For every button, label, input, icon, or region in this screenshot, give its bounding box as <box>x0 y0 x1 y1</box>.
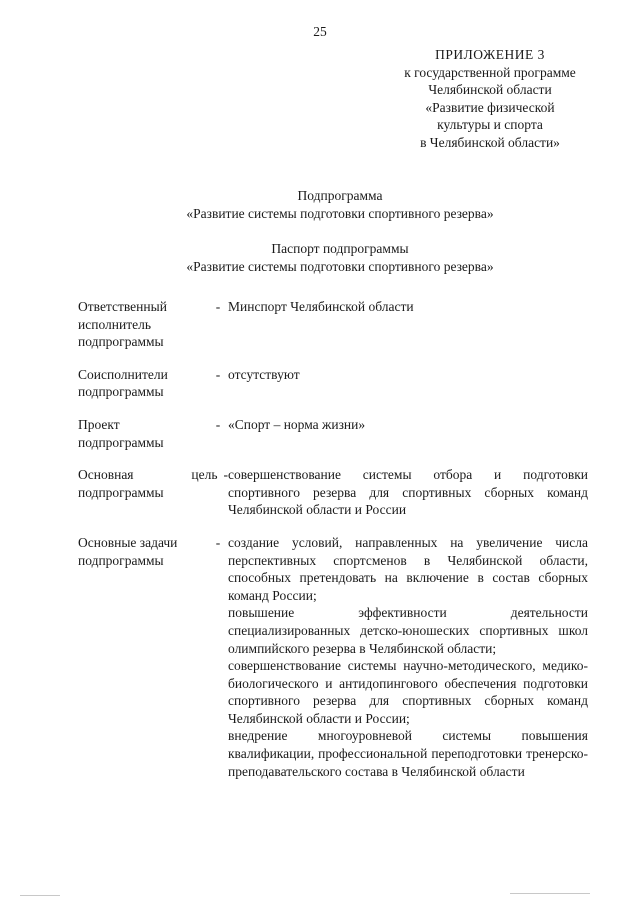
row-value-paragraph: совершенствование системы научно-методического, медико-биологического и антидопингового обеспечения подготовки спортивного резерва для спортивных сборных команд Челябинской области и России; <box>228 658 588 726</box>
row-label-line: подпрограммы <box>78 334 164 350</box>
row-label-word: Основная <box>78 467 134 483</box>
appendix-header <box>380 46 600 151</box>
passport-heading: Паспорт подпрограммы <box>271 241 409 256</box>
appendix-line: «Развитие физической <box>425 99 555 115</box>
row-label-line: Основные задачи <box>78 534 178 550</box>
row-value <box>228 298 588 351</box>
appendix-line: Челябинской области <box>428 82 552 97</box>
row-label <box>78 366 208 401</box>
row-dash-spacer <box>208 466 228 519</box>
subprogram-name: «Развитие системы подготовки спортивного резерва» <box>186 205 494 221</box>
passport-name: «Развитие системы подготовки спортивного резерва» <box>186 258 494 274</box>
passport-row-tasks <box>78 534 588 780</box>
row-value-paragraph: создание условий, направленных на увеличение числа перспективных спортсменов в Челябинской области, способных претендовать на включение в состав сборных команд России; <box>228 534 588 603</box>
row-label <box>78 534 208 780</box>
scan-artifact-line <box>20 895 60 896</box>
row-dash-inline: - <box>223 467 228 483</box>
passport-row-project <box>78 416 588 451</box>
row-label-word: цель <box>191 467 218 483</box>
appendix-line: культуры и спорта <box>437 117 543 132</box>
row-value-paragraph: внедрение многоуровневой системы повышения квалификации, профессиональной переподготовки тренерско-преподавательского состава в Челябинской области <box>228 728 588 779</box>
row-value <box>228 534 588 780</box>
row-label-line: Соисполнители <box>78 366 168 382</box>
passport-table <box>78 298 588 795</box>
passport-row-goal <box>78 466 588 519</box>
row-label-line <box>78 466 228 484</box>
row-label-line: исполнитель <box>78 316 151 332</box>
scan-artifact-line <box>510 893 590 894</box>
row-dash: - <box>215 534 221 550</box>
row-value-paragraph: совершенствование системы отбора и подготовки спортивного резерва для спортивных сборных команд Челябинской области и России <box>228 467 588 518</box>
row-label-line: подпрограммы <box>78 384 164 400</box>
subprogram-heading: Подпрограмма <box>297 188 383 203</box>
row-value-paragraph: отсутствуют <box>228 366 300 382</box>
page-number: 25 <box>313 24 327 39</box>
appendix-line: в Челябинской области» <box>420 134 560 150</box>
subprogram-title <box>0 187 640 222</box>
row-value <box>228 466 588 519</box>
row-label-line: подпрограммы <box>78 552 164 568</box>
row-value-paragraph: Минспорт Челябинской области <box>228 299 414 314</box>
row-value-paragraph: повышение эффективности деятельности специализированных детско-юношеских спортивных школ олимпийского резерва в Челябинской области; <box>228 605 588 656</box>
row-label <box>78 466 228 519</box>
passport-title <box>0 240 640 275</box>
row-label-line: подпрограммы <box>78 484 164 500</box>
row-label-line: Проект <box>78 416 120 432</box>
row-value <box>228 366 588 401</box>
row-label <box>78 298 208 351</box>
row-label <box>78 416 208 451</box>
row-value <box>228 416 588 451</box>
row-label-line: подпрограммы <box>78 434 164 450</box>
appendix-line: к государственной программе <box>404 64 576 80</box>
row-dash: - <box>215 416 221 432</box>
passport-row-coexecutors <box>78 366 588 401</box>
passport-row-responsible <box>78 298 588 351</box>
appendix-title: ПРИЛОЖЕНИЕ 3 <box>435 47 545 62</box>
row-label-line: Ответственный <box>78 299 167 314</box>
row-dash: - <box>215 299 221 314</box>
row-dash: - <box>215 366 221 382</box>
row-value-paragraph: «Спорт – норма жизни» <box>228 416 366 432</box>
